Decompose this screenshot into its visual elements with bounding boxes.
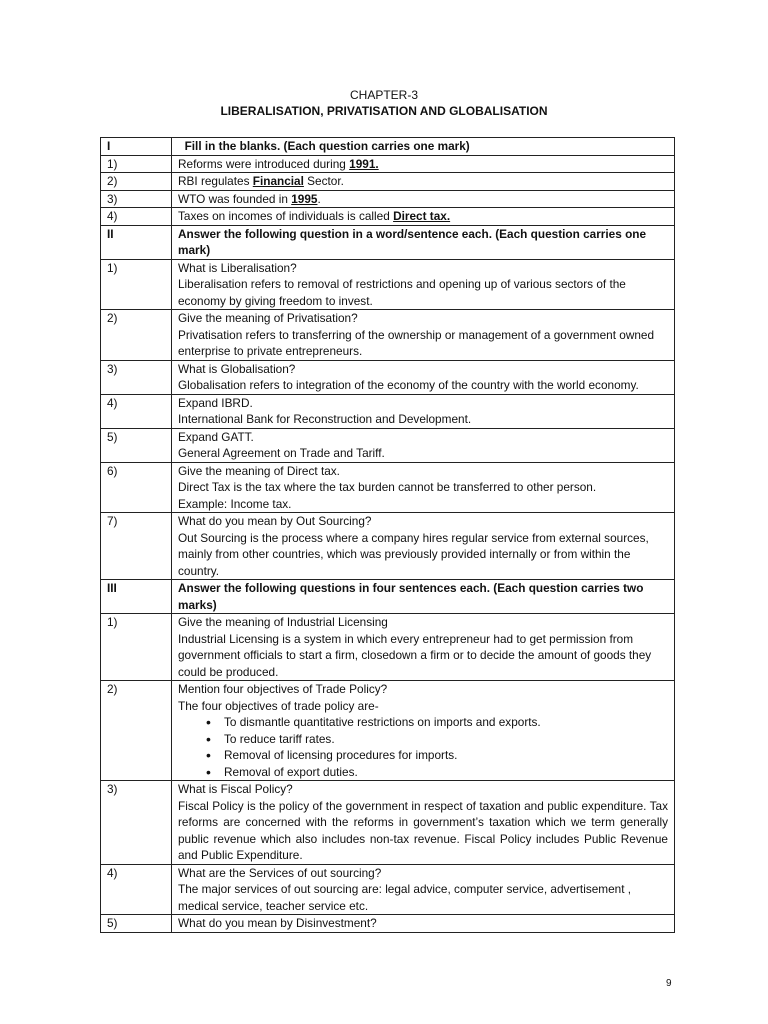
list-item: • To reduce tariff rates. (206, 731, 668, 748)
fill-blank-question: WTO was founded in 1995. (172, 190, 675, 208)
answer-text: Out Sourcing is the process where a company hires regular service from external sources, mainly from other countries, which was previously provided internally or from within the country. (178, 530, 649, 578)
fill-blank-question: Reforms were introduced during 1991. (172, 155, 675, 173)
table-row (101, 614, 675, 681)
section-number: III (101, 580, 172, 614)
question-number: 5) (101, 428, 172, 462)
question-number: 1) (101, 155, 172, 173)
chapter-label: CHAPTER-3 (349, 88, 418, 102)
question-cell (172, 394, 675, 428)
table-row (101, 190, 675, 208)
table-row (101, 155, 675, 173)
question-text: What is Fiscal Policy? (178, 782, 293, 796)
fill-blank-question: RBI regulates Financial Sector. (172, 173, 675, 191)
section-header-row (101, 138, 675, 156)
table-row (101, 513, 675, 580)
question-text: Expand GATT. (178, 429, 254, 444)
table-row (101, 864, 675, 915)
question-number: 2) (101, 173, 172, 191)
table-row (101, 915, 675, 933)
question-text: What are the Services of out sourcing? (178, 865, 382, 880)
question-cell (172, 310, 675, 361)
question-text: What is Liberalisation? (178, 260, 297, 275)
question-cell (172, 428, 675, 462)
question-number: 1) (101, 259, 172, 310)
blank-answer: Financial (252, 174, 304, 188)
table-row (101, 208, 675, 226)
list-item: • Removal of licensing procedures for imports. (206, 747, 668, 764)
page-number: 9 (666, 978, 672, 989)
question-number: 2) (101, 681, 172, 781)
blank-answer: 1995 (291, 191, 318, 206)
table-row (101, 310, 675, 361)
question-number: 3) (101, 360, 172, 394)
table-row (101, 394, 675, 428)
answer-text: General Agreement on Trade and Tariff. (178, 446, 385, 460)
section-number: II (101, 225, 172, 259)
table-row (101, 360, 675, 394)
answer-text: Industrial Licensing is a system in which every entrepreneur had to get permission from government officials to start a firm, closedown a firm or to decide the amount of goods they could be produced. (178, 631, 652, 679)
question-text: Give the meaning of Direct tax. (178, 463, 340, 478)
answer-text: The four objectives of trade policy are- (178, 698, 379, 713)
question-number: 7) (101, 513, 172, 580)
question-cell (172, 915, 675, 933)
question-text: Give the meaning of Privatisation? (178, 311, 358, 325)
question-cell (172, 681, 675, 781)
objectives-list (178, 714, 668, 780)
question-number: 3) (101, 190, 172, 208)
question-text: Mention four objectives of Trade Policy? (178, 682, 388, 696)
answer-text: Liberalisation refers to removal of restrictions and opening up of various sectors of the economy by giving freedom to invest. (178, 277, 626, 308)
table-row (101, 259, 675, 310)
answer-text: Direct Tax is the tax where the tax burden cannot be transferred to other person. (178, 480, 597, 494)
question-cell (172, 513, 675, 580)
question-table (100, 137, 675, 933)
question-number: 2) (101, 310, 172, 361)
table-row (101, 428, 675, 462)
table-row (101, 173, 675, 191)
question-text: What do you mean by Disinvestment? (178, 916, 377, 930)
blank-answer: Direct tax. (393, 209, 451, 223)
question-cell (172, 259, 675, 310)
section-header-row (101, 225, 675, 259)
answer-text: Fiscal Policy is the policy of the government in respect of taxation and public expenditure. Tax reforms are concerned with the reforms in government’s taxation which we term generally public revenue which also includes non-tax revenue. Fiscal Policy includes Public Revenue and Public Expenditure. (178, 798, 668, 862)
question-cell (172, 614, 675, 681)
question-number: 4) (101, 394, 172, 428)
list-item: • To dismantle quantitative restrictions on imports and exports. (206, 714, 668, 731)
question-cell (172, 864, 675, 915)
answer-text: Globalisation refers to integration of the economy of the country with the world economy. (178, 378, 639, 392)
question-text: What is Globalisation? (178, 361, 296, 376)
answer-example: Example: Income tax. (178, 496, 292, 511)
question-text: What do you mean by Out Sourcing? (178, 514, 372, 528)
section-heading: Answer the following question in a word/sentence each. (Each question carries one mark) (172, 225, 675, 259)
question-cell (172, 462, 675, 513)
fill-blank-question: Taxes on incomes of individuals is called Direct tax. (172, 208, 675, 226)
section-heading: Answer the following questions in four sentences each. (Each question carries two marks) (172, 580, 675, 614)
question-cell (172, 781, 675, 865)
question-number: 4) (101, 208, 172, 226)
question-number: 5) (101, 915, 172, 933)
page-header (0, 87, 768, 119)
question-number: 6) (101, 462, 172, 513)
question-text: Expand IBRD. (178, 395, 253, 410)
question-number: 3) (101, 781, 172, 865)
blank-answer: 1991. (349, 156, 379, 171)
question-cell (172, 360, 675, 394)
question-number: 4) (101, 864, 172, 915)
question-text: Give the meaning of Industrial Licensing (178, 615, 388, 629)
table-row (101, 681, 675, 781)
chapter-title: LIBERALISATION, PRIVATISATION AND GLOBALISATION (220, 104, 548, 118)
section-header-row (101, 580, 675, 614)
answer-text: Privatisation refers to transferring of the ownership or management of a government owned enterprise to private entrepreneurs. (178, 327, 655, 358)
table-row (101, 781, 675, 865)
section-number: I (101, 138, 172, 156)
section-heading: Fill in the blanks. (Each question carries one mark) (172, 138, 675, 156)
question-number: 1) (101, 614, 172, 681)
answer-text: The major services of out sourcing are: legal advice, computer service, advertisement , medical service, teacher service etc. (178, 882, 632, 913)
list-item: • Removal of export duties. (206, 764, 668, 781)
answer-text: International Bank for Reconstruction and Development. (178, 412, 472, 426)
table-row (101, 462, 675, 513)
